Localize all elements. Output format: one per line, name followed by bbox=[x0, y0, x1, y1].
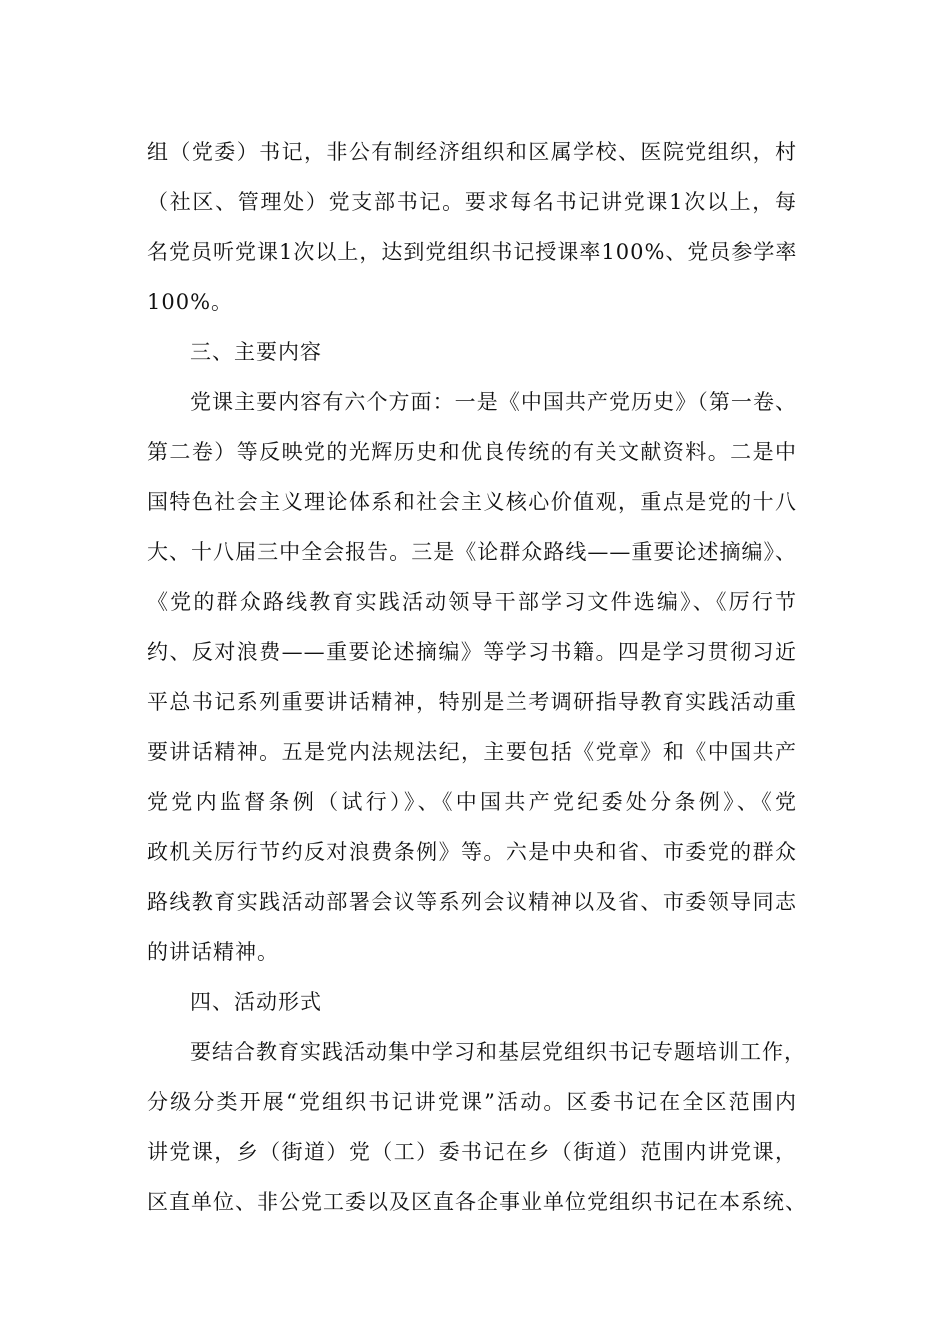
paragraph-line-2: （社区、管理处）党支部书记。要求每名书记讲党课1次以上，每 bbox=[147, 190, 797, 214]
paragraph-line-17: 要结合教育实践活动集中学习和基层党组织书记专题培训工作， bbox=[190, 1040, 806, 1064]
paragraph-line-3: 名党员听党课1次以上，达到党组织书记授课率100%、党员参学率 bbox=[147, 240, 798, 264]
paragraph-line-5: 党课主要内容有六个方面：一是《中国共产党历史》（第一卷、 bbox=[190, 390, 797, 414]
paragraph-line-10: 约、反对浪费——重要论述摘编》等学习书籍。四是学习贯彻习近 bbox=[147, 640, 797, 664]
paragraph-line-6: 第二卷）等反映党的光辉历史和优良传统的有关文献资料。二是中 bbox=[147, 440, 797, 464]
section-heading-4: 四、活动形式 bbox=[190, 990, 322, 1014]
paragraph-line-9: 《党的群众路线教育实践活动领导干部学习文件选编》、《厉行节 bbox=[147, 590, 797, 614]
paragraph-line-7: 国特色社会主义理论体系和社会主义核心价值观，重点是党的十八 bbox=[147, 490, 797, 514]
paragraph-line-8: 大、十八届三中全会报告。三是《论群众路线——重要论述摘编》、 bbox=[147, 540, 797, 564]
paragraph-line-20: 区直单位、非公党工委以及区直各企事业单位党组织书记在本系统、 bbox=[147, 1190, 807, 1214]
paragraph-line-11: 平总书记系列重要讲话精神，特别是兰考调研指导教育实践活动重 bbox=[147, 690, 797, 714]
paragraph-line-16: 的讲话精神。 bbox=[147, 940, 279, 964]
paragraph-line-18: 分级分类开展“党组织书记讲党课”活动。区委书记在全区范围内 bbox=[147, 1090, 797, 1114]
paragraph-line-14: 政机关厉行节约反对浪费条例》等。六是中央和省、市委党的群众 bbox=[147, 840, 797, 864]
paragraph-line-13: 党党内监督条例（试行）》、《中国共产党纪委处分条例》、《党 bbox=[147, 790, 797, 814]
paragraph-line-19: 讲党课，乡（街道）党（工）委书记在乡（街道）范围内讲党课， bbox=[147, 1140, 797, 1164]
paragraph-line-12: 要讲话精神。五是党内法规法纪，主要包括《党章》和《中国共产 bbox=[147, 740, 797, 764]
paragraph-line-15: 路线教育实践活动部署会议等系列会议精神以及省、市委领导同志 bbox=[147, 890, 797, 914]
section-heading-3: 三、主要内容 bbox=[190, 340, 322, 364]
paragraph-line-4: 100%。 bbox=[147, 290, 234, 314]
paragraph-line-1: 组（党委）书记，非公有制经济组织和区属学校、医院党组织，村 bbox=[147, 140, 797, 164]
